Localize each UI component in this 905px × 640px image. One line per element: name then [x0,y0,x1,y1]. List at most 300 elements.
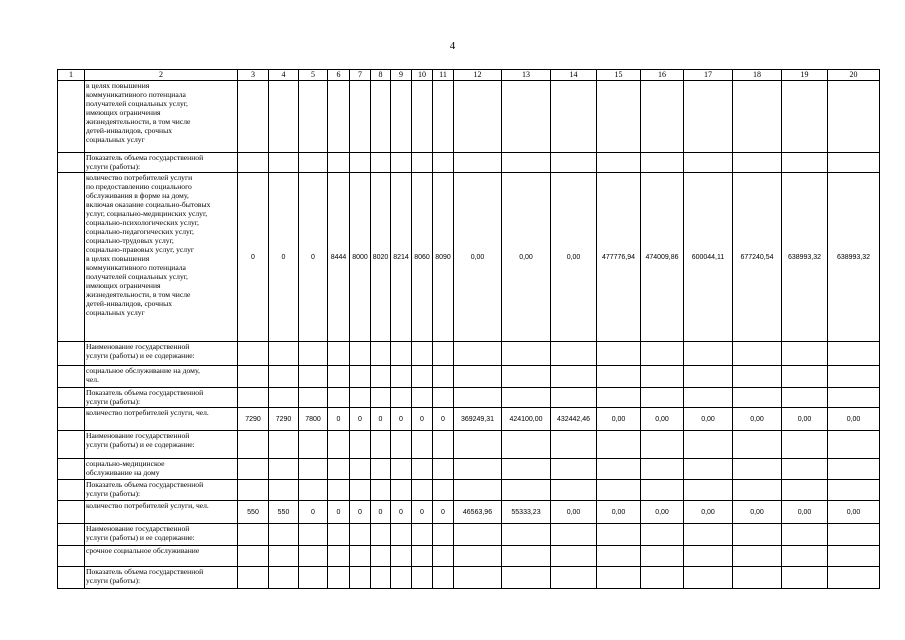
value-cell [269,388,299,408]
value-cell [641,81,684,153]
value-cell: 369249,31 [454,408,502,431]
row-label: количество потребителей услуги по предоставлению социального обслуживания в форме на дому, включая оказание социально-бытовых услуг, социально-медицинских услуг, социально-психологических услуг, социально-педагогических услуг, социально-трудовых услуг, социально-правовых услуг, услуг в целях повышения коммуникативного потенциала получателей социальных услуг, имеющих ограничения жизнедеятельности, в том числе детей-инвалидов, срочных социальных услуг [85,173,238,342]
value-cell [328,524,350,546]
value-cell [371,153,391,173]
value-cell [371,388,391,408]
column-number-cell: 15 [597,70,641,81]
value-cell [502,366,551,388]
value-cell [684,480,733,501]
value-cell: 0 [328,408,350,431]
value-cell [684,524,733,546]
column-number-cell: 7 [350,70,371,81]
column-number-cell: 4 [269,70,299,81]
value-cell: 0,00 [551,501,597,524]
value-cell [433,459,454,480]
value-cell [782,153,828,173]
row-number-cell [58,524,85,546]
value-cell: 7800 [299,408,328,431]
value-cell [371,524,391,546]
value-cell [371,81,391,153]
value-cell [828,546,880,567]
row-number-cell [58,342,85,366]
value-cell [391,480,412,501]
value-cell [551,459,597,480]
value-cell [371,431,391,459]
value-cell [238,342,269,366]
row-label: социально-медицинское обслуживание на дому [85,459,238,480]
row-label: количество потребителей услуги, чел. [85,501,238,524]
value-cell [828,459,880,480]
row-label: Показатель объема государственной услуги (работы): [85,388,238,408]
value-cell [371,480,391,501]
value-cell [551,388,597,408]
table-row [58,546,880,567]
row-label: в целях повышения коммуникативного потенциала получателей социальных услуг, имеющих ограничения жизнедеятельности, в том числе детей-инвалидов, срочных социальных услуг [85,81,238,153]
value-cell [299,546,328,567]
value-cell [299,388,328,408]
value-cell: 638993,32 [828,173,880,342]
row-number-cell [58,431,85,459]
value-cell [391,567,412,589]
value-cell: 432442,46 [551,408,597,431]
row-label: срочное социальное обслуживание [85,546,238,567]
table-row [58,480,880,501]
value-cell [328,81,350,153]
value-cell [328,366,350,388]
value-cell [328,388,350,408]
value-cell [502,524,551,546]
value-cell: 0 [238,173,269,342]
value-cell [433,388,454,408]
value-cell [597,153,641,173]
value-cell [454,153,502,173]
value-cell: 677240,54 [733,173,782,342]
value-cell: 8020 [371,173,391,342]
value-cell [551,524,597,546]
table-row [58,153,880,173]
value-cell [350,81,371,153]
value-cell: 0,00 [502,173,551,342]
value-cell [371,459,391,480]
value-cell [782,366,828,388]
value-cell [502,81,551,153]
value-cell: 474009,86 [641,173,684,342]
value-cell: 0 [371,408,391,431]
table-row [58,173,880,342]
value-cell [269,81,299,153]
value-cell [238,153,269,173]
value-cell [454,342,502,366]
value-cell [454,567,502,589]
value-cell [641,546,684,567]
value-cell: 0 [412,501,433,524]
value-cell [828,431,880,459]
table-row [58,81,880,153]
value-cell [433,153,454,173]
value-cell [391,546,412,567]
value-cell [502,388,551,408]
value-cell [733,459,782,480]
value-cell [238,431,269,459]
value-cell [733,524,782,546]
value-cell [454,431,502,459]
row-number-cell [58,459,85,480]
value-cell: 46563,96 [454,501,502,524]
row-label: социальное обслуживание на дому, чел. [85,366,238,388]
value-cell [269,342,299,366]
value-cell [391,153,412,173]
value-cell [412,388,433,408]
value-cell [350,366,371,388]
table-row [58,342,880,366]
value-cell [828,567,880,589]
value-cell [641,524,684,546]
value-cell: 638993,32 [782,173,828,342]
value-cell [828,524,880,546]
value-cell [412,524,433,546]
value-cell [433,480,454,501]
value-cell [641,567,684,589]
value-cell [299,431,328,459]
value-cell [328,480,350,501]
value-cell [269,153,299,173]
value-cell [502,153,551,173]
value-cell [782,480,828,501]
value-cell: 0,00 [828,408,880,431]
row-label: Наименование государственной услуги (работы) и ее содержание: [85,342,238,366]
value-cell [269,546,299,567]
value-cell: 477776,94 [597,173,641,342]
value-cell [299,81,328,153]
value-cell [597,366,641,388]
column-number-cell: 13 [502,70,551,81]
value-cell [782,81,828,153]
value-cell: 0,00 [551,173,597,342]
value-cell [328,567,350,589]
value-cell: 0,00 [641,501,684,524]
row-label: Наименование государственной услуги (работы) и ее содержание: [85,524,238,546]
value-cell [782,459,828,480]
row-label: Показатель объема государственной услуги (работы): [85,480,238,501]
value-cell: 0 [350,408,371,431]
value-cell [269,567,299,589]
value-cell: 0,00 [641,408,684,431]
value-cell [350,546,371,567]
value-cell [412,546,433,567]
row-label: количество потребителей услуги, чел. [85,408,238,431]
value-cell: 0,00 [733,501,782,524]
value-cell [782,431,828,459]
value-cell [412,567,433,589]
value-cell [782,524,828,546]
value-cell [328,153,350,173]
value-cell [502,342,551,366]
value-cell [597,524,641,546]
value-cell [328,459,350,480]
value-cell [299,567,328,589]
column-number-cell: 2 [85,70,238,81]
value-cell: 0 [269,173,299,342]
column-number-cell: 5 [299,70,328,81]
row-number-cell [58,480,85,501]
value-cell [828,388,880,408]
value-cell [551,342,597,366]
value-cell [350,567,371,589]
value-cell [733,81,782,153]
value-cell: 0,00 [828,501,880,524]
value-cell [551,153,597,173]
value-cell [412,480,433,501]
value-cell [551,546,597,567]
value-cell [551,431,597,459]
value-cell [782,388,828,408]
row-number-cell [58,81,85,153]
value-cell [328,342,350,366]
value-cell [238,524,269,546]
value-cell: 550 [269,501,299,524]
value-cell [350,388,371,408]
table-row [58,431,880,459]
value-cell: 0 [391,501,412,524]
value-cell [733,342,782,366]
value-cell: 8214 [391,173,412,342]
value-cell [684,567,733,589]
column-number-cell: 12 [454,70,502,81]
value-cell [733,153,782,173]
column-number-cell: 19 [782,70,828,81]
column-number-cell: 9 [391,70,412,81]
value-cell [828,480,880,501]
value-cell: 0,00 [733,408,782,431]
value-cell [782,546,828,567]
value-cell [299,342,328,366]
value-cell [328,546,350,567]
row-number-cell [58,173,85,342]
value-cell [299,480,328,501]
value-cell [433,366,454,388]
column-number-cell: 16 [641,70,684,81]
value-cell [828,81,880,153]
value-cell [350,431,371,459]
value-cell [371,366,391,388]
value-cell [350,480,371,501]
value-cell [299,459,328,480]
value-cell [371,567,391,589]
column-number-header [58,70,880,81]
column-number-cell: 10 [412,70,433,81]
column-number-cell: 1 [58,70,85,81]
value-cell [641,459,684,480]
value-cell: 0 [299,173,328,342]
value-cell [454,480,502,501]
column-number-cell: 11 [433,70,454,81]
value-cell [641,366,684,388]
table-row [58,501,880,524]
value-cell: 8090 [433,173,454,342]
value-cell: 0 [433,501,454,524]
value-cell [597,81,641,153]
value-cell [828,366,880,388]
row-number-cell [58,153,85,173]
value-cell [733,388,782,408]
value-cell [269,431,299,459]
page-number: 4 [449,40,456,52]
value-cell [782,567,828,589]
value-cell [641,480,684,501]
value-cell: 7290 [238,408,269,431]
value-cell [551,81,597,153]
value-cell: 8000 [350,173,371,342]
value-cell [597,431,641,459]
value-cell [238,567,269,589]
value-cell [433,546,454,567]
value-cell [684,366,733,388]
row-label: Показатель объема государственной услуги (работы): [85,153,238,173]
value-cell [238,459,269,480]
column-number-cell: 8 [371,70,391,81]
value-cell [684,81,733,153]
value-cell [454,459,502,480]
column-number-cell: 14 [551,70,597,81]
value-cell [238,480,269,501]
value-cell [350,153,371,173]
value-cell [433,81,454,153]
value-cell [551,480,597,501]
value-cell [597,567,641,589]
value-cell [502,546,551,567]
value-cell: 0,00 [782,408,828,431]
value-cell: 424100,00 [502,408,551,431]
value-cell [269,524,299,546]
table-row [58,408,880,431]
value-cell [412,431,433,459]
value-cell [412,342,433,366]
column-number-cell: 20 [828,70,880,81]
value-cell [299,366,328,388]
value-cell [238,366,269,388]
table-row [58,366,880,388]
value-cell [454,546,502,567]
value-cell: 0,00 [454,173,502,342]
value-cell [641,431,684,459]
value-cell [502,567,551,589]
value-cell [597,459,641,480]
value-cell [412,81,433,153]
table-row [58,567,880,589]
data-table [57,69,880,589]
row-number-cell [58,366,85,388]
value-cell: 0,00 [684,501,733,524]
column-number-cell: 17 [684,70,733,81]
value-cell [684,342,733,366]
value-cell [371,546,391,567]
value-cell [433,567,454,589]
column-number-cell: 6 [328,70,350,81]
value-cell [641,388,684,408]
value-cell [454,366,502,388]
value-cell: 0,00 [597,501,641,524]
value-cell [238,81,269,153]
value-cell: 8444 [328,173,350,342]
value-cell [328,431,350,459]
value-cell [269,459,299,480]
value-cell [412,153,433,173]
value-cell [684,546,733,567]
value-cell [828,153,880,173]
value-cell [391,524,412,546]
value-cell: 0 [350,501,371,524]
table-row [58,524,880,546]
value-cell: 0 [433,408,454,431]
value-cell: 0 [299,501,328,524]
value-cell: 7290 [269,408,299,431]
value-cell: 0,00 [597,408,641,431]
value-cell: 0 [371,501,391,524]
value-cell [299,153,328,173]
value-cell [391,388,412,408]
value-cell [371,342,391,366]
value-cell [597,342,641,366]
value-cell [391,459,412,480]
value-cell [733,480,782,501]
value-cell [238,388,269,408]
value-cell [454,524,502,546]
row-number-cell [58,388,85,408]
value-cell: 0 [391,408,412,431]
value-cell: 0,00 [684,408,733,431]
value-cell [454,388,502,408]
value-cell [391,81,412,153]
value-cell [299,524,328,546]
table-row [58,459,880,480]
row-number-cell [58,408,85,431]
value-cell: 600044,11 [684,173,733,342]
value-cell [502,459,551,480]
value-cell [641,153,684,173]
value-cell [502,480,551,501]
value-cell: 8060 [412,173,433,342]
column-number-cell: 3 [238,70,269,81]
value-cell [391,342,412,366]
value-cell [733,567,782,589]
value-cell [782,342,828,366]
value-cell [454,81,502,153]
value-cell [551,567,597,589]
value-cell [684,153,733,173]
value-cell [597,388,641,408]
value-cell [684,459,733,480]
value-cell [551,366,597,388]
value-cell [433,342,454,366]
value-cell [391,366,412,388]
value-cell [391,431,412,459]
value-cell [433,431,454,459]
value-cell [597,480,641,501]
row-number-cell [58,567,85,589]
value-cell [502,431,551,459]
value-cell [412,459,433,480]
column-number-cell: 18 [733,70,782,81]
row-label: Показатель объема государственной услуги (работы): [85,567,238,589]
value-cell [641,342,684,366]
value-cell [684,431,733,459]
row-number-cell [58,501,85,524]
value-cell: 55333,23 [502,501,551,524]
row-label: Наименование государственной услуги (работы) и ее содержание: [85,431,238,459]
value-cell [269,480,299,501]
value-cell [597,546,641,567]
row-number-cell [58,546,85,567]
